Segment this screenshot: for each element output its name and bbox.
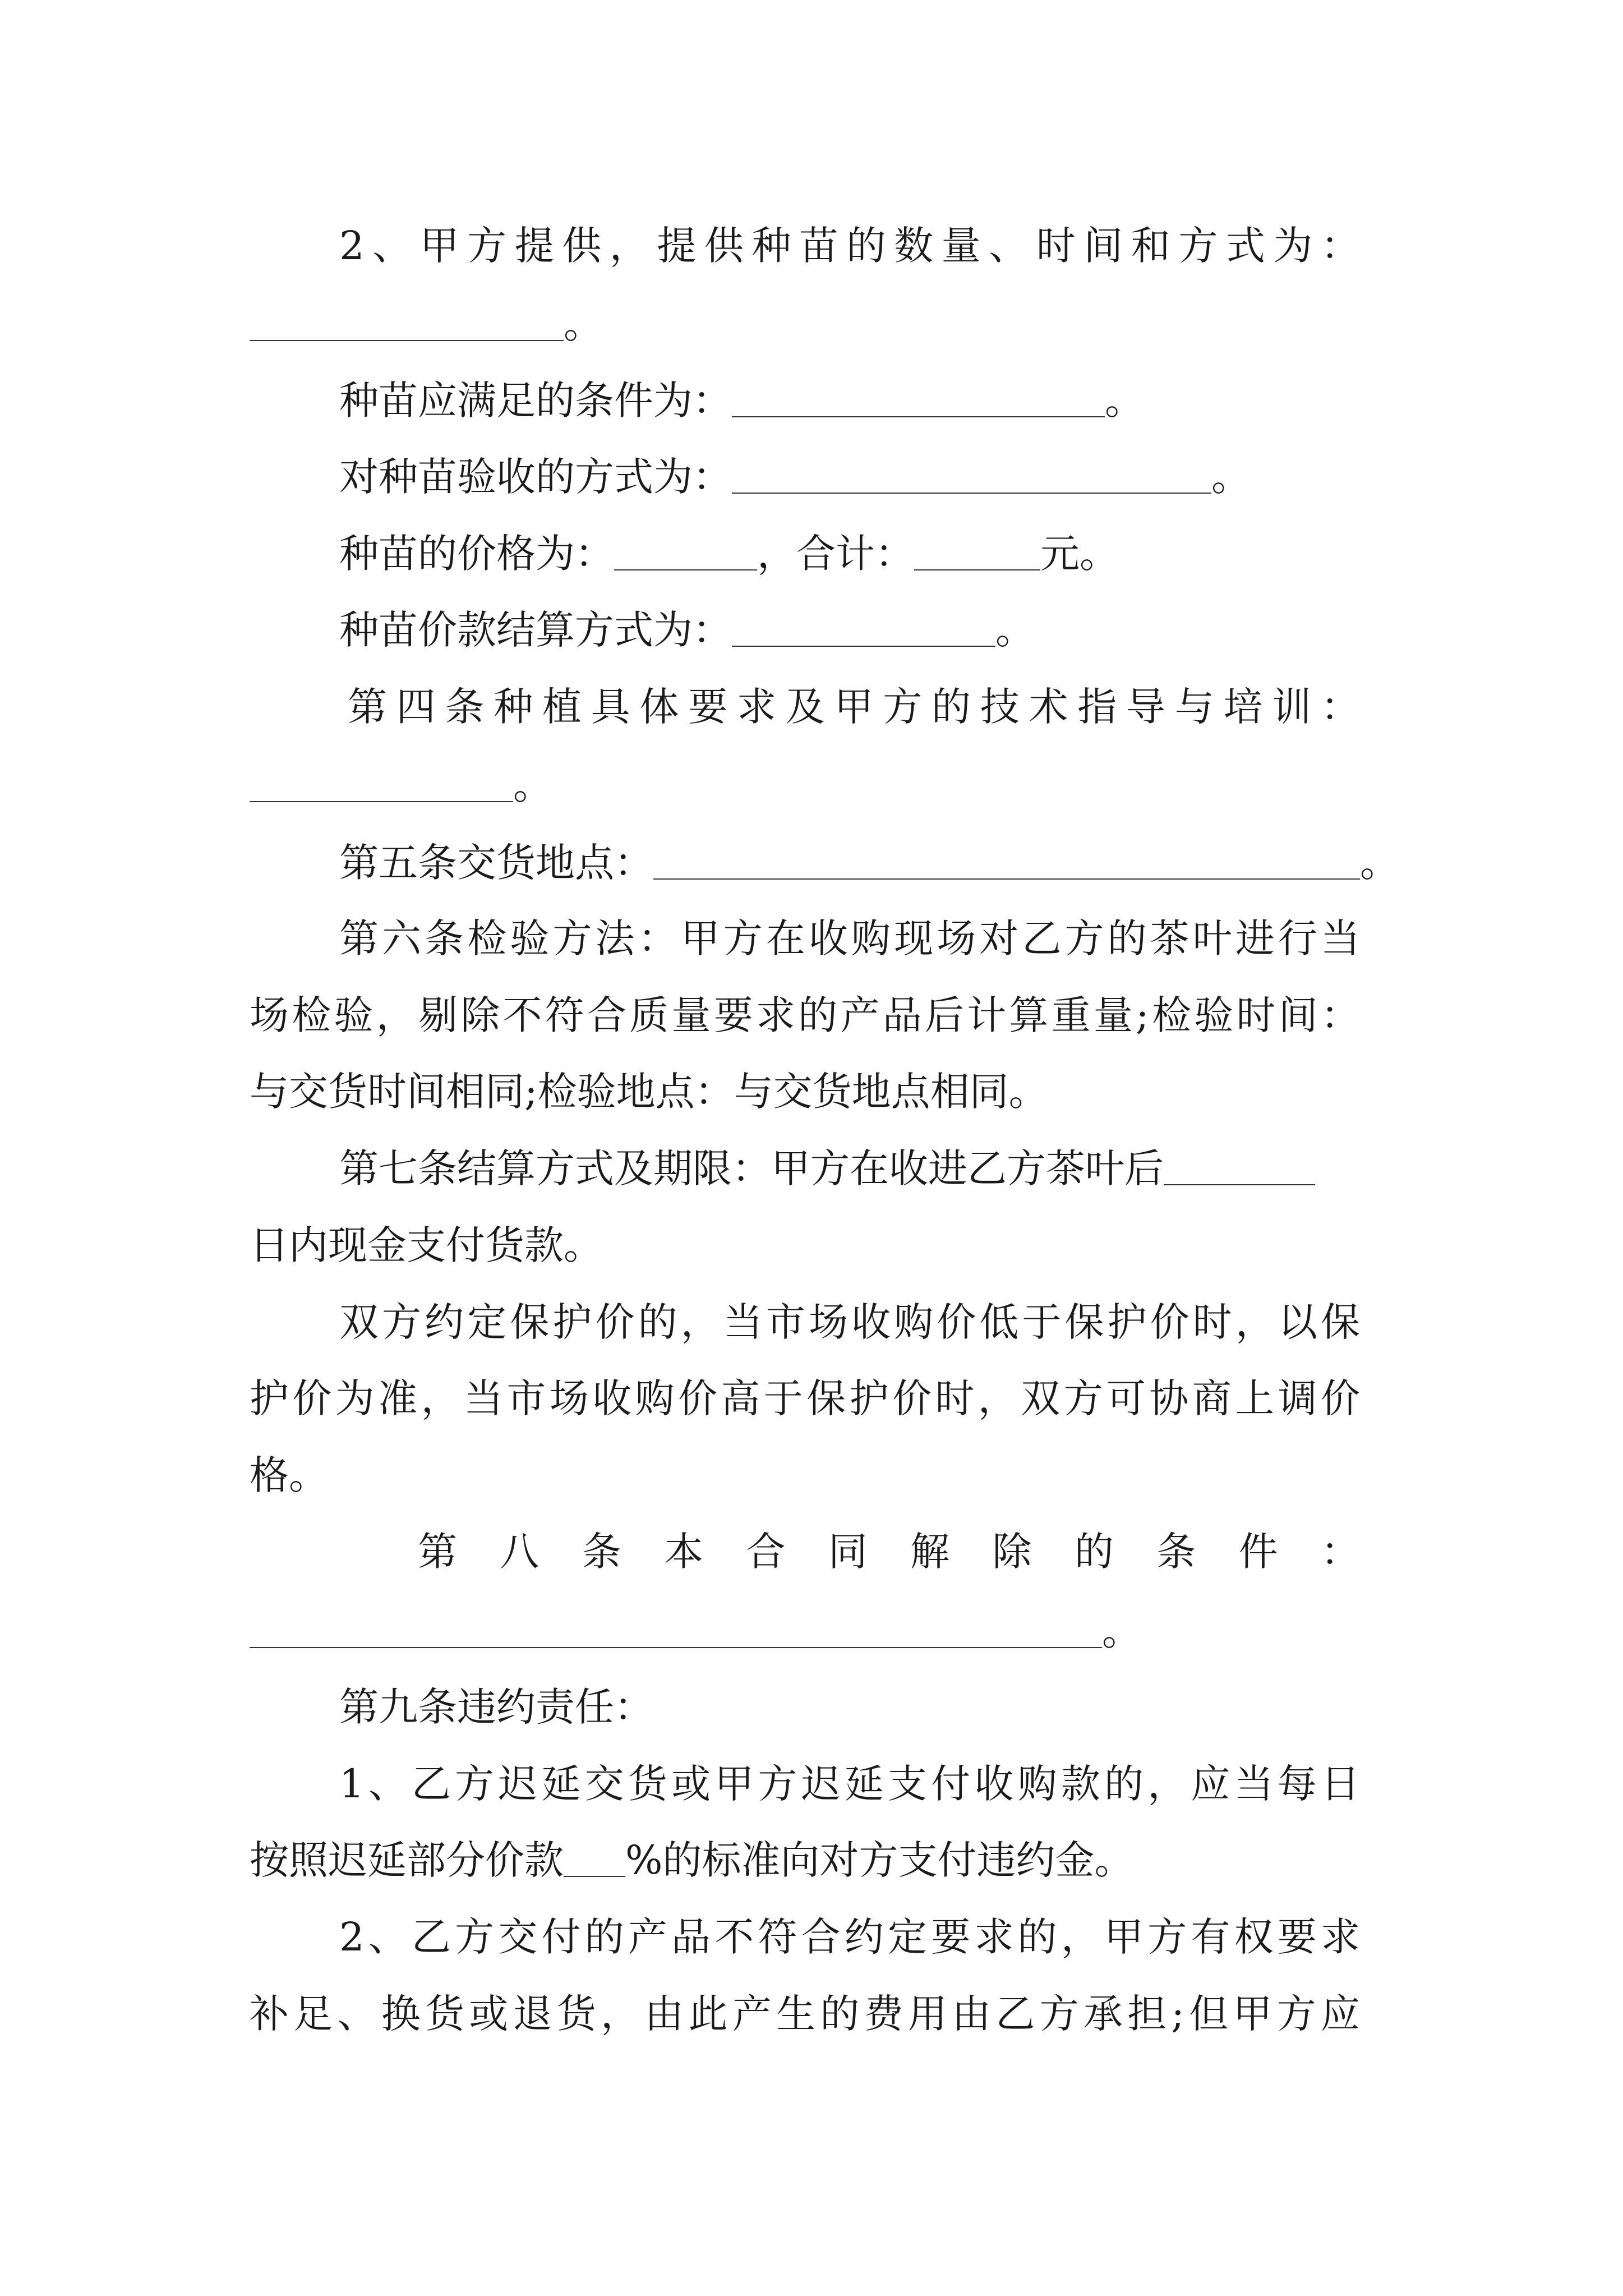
text-line [339, 372, 1144, 429]
text-line [339, 835, 1399, 891]
text-line: 补足、换货或退货，由此产生的费用由乙方承担;但甲方应 [250, 1991, 1360, 2037]
line-text: 种苗价款结算方式为： [339, 607, 732, 653]
line-text: 第七条结算方式及期限：甲方在收进乙方茶叶后 [339, 1145, 1164, 1191]
line-text: 种苗应满足的条件为： [339, 378, 732, 424]
text-line [339, 602, 1035, 658]
fill-blank[interactable] [914, 526, 1040, 570]
fill-blank[interactable] [614, 526, 757, 570]
text-line: 第四条种植具体要求及甲方的技术指导与培训： [348, 684, 1360, 730]
text-line: 场检验，剔除不符合质量要求的产品后计算重量;检验时间： [250, 992, 1360, 1038]
text-line: 第八条本合同解除的条件： [418, 1529, 1360, 1575]
text-line: 第九条违约责任： [339, 1684, 653, 1730]
text-line: 护价为准，当市场收购价高于保护价时，双方可协商上调价 [250, 1375, 1360, 1421]
line-text: 。 [1102, 1608, 1141, 1654]
text-line [250, 1832, 1134, 1888]
fill-blank[interactable] [1164, 1140, 1315, 1185]
text-line [339, 1140, 1315, 1197]
text-line [250, 1603, 1141, 1659]
line-text: 种苗的价格为： [339, 531, 614, 577]
fill-blank[interactable] [732, 372, 1105, 417]
fill-blank[interactable] [564, 1832, 625, 1877]
text-line: 与交货时间相同;检验地点：与交货地点相同。 [250, 1069, 1048, 1115]
fill-blank[interactable] [653, 835, 1360, 880]
line-text: 按照迟延部分价款 [250, 1837, 564, 1883]
line-text: 。 [1105, 378, 1144, 424]
line-text: 对种苗验收的方式为： [339, 454, 732, 500]
text-line [339, 526, 1119, 582]
line-text: %的标准向对方支付违约金。 [625, 1837, 1134, 1883]
text-line: 格。 [250, 1452, 328, 1498]
line-text: ，合计： [757, 531, 914, 577]
text-line: 第六条检验方法：甲方在收购现场对乙方的茶叶进行当 [339, 915, 1360, 961]
fill-blank[interactable] [250, 1603, 1102, 1648]
fill-blank[interactable] [250, 296, 564, 341]
line-text: 。 [1211, 454, 1251, 500]
fill-blank[interactable] [732, 602, 995, 647]
line-text: 。 [995, 607, 1035, 653]
text-line: 日内现金支付货款。 [250, 1222, 603, 1268]
line-text: 元。 [1040, 531, 1119, 577]
fill-blank[interactable] [732, 449, 1211, 494]
line-text: 。 [513, 762, 552, 808]
text-line: 2、乙方交付的产品不符合约定要求的，甲方有权要求 [339, 1914, 1360, 1960]
text-line: 2、甲方提供，提供种苗的数量、时间和方式为： [339, 223, 1360, 269]
text-line [250, 757, 552, 813]
text-line [250, 296, 603, 352]
line-text: 。 [1360, 840, 1399, 886]
text-line: 双方约定保护价的，当市场收购价低于保护价时，以保 [339, 1299, 1360, 1345]
text-line [339, 449, 1251, 505]
fill-blank[interactable] [250, 757, 513, 802]
text-line: 1、乙方迟延交货或甲方迟延支付收购款的，应当每日 [339, 1761, 1360, 1807]
line-text: 第五条交货地点： [339, 840, 653, 886]
line-text: 。 [564, 301, 603, 347]
